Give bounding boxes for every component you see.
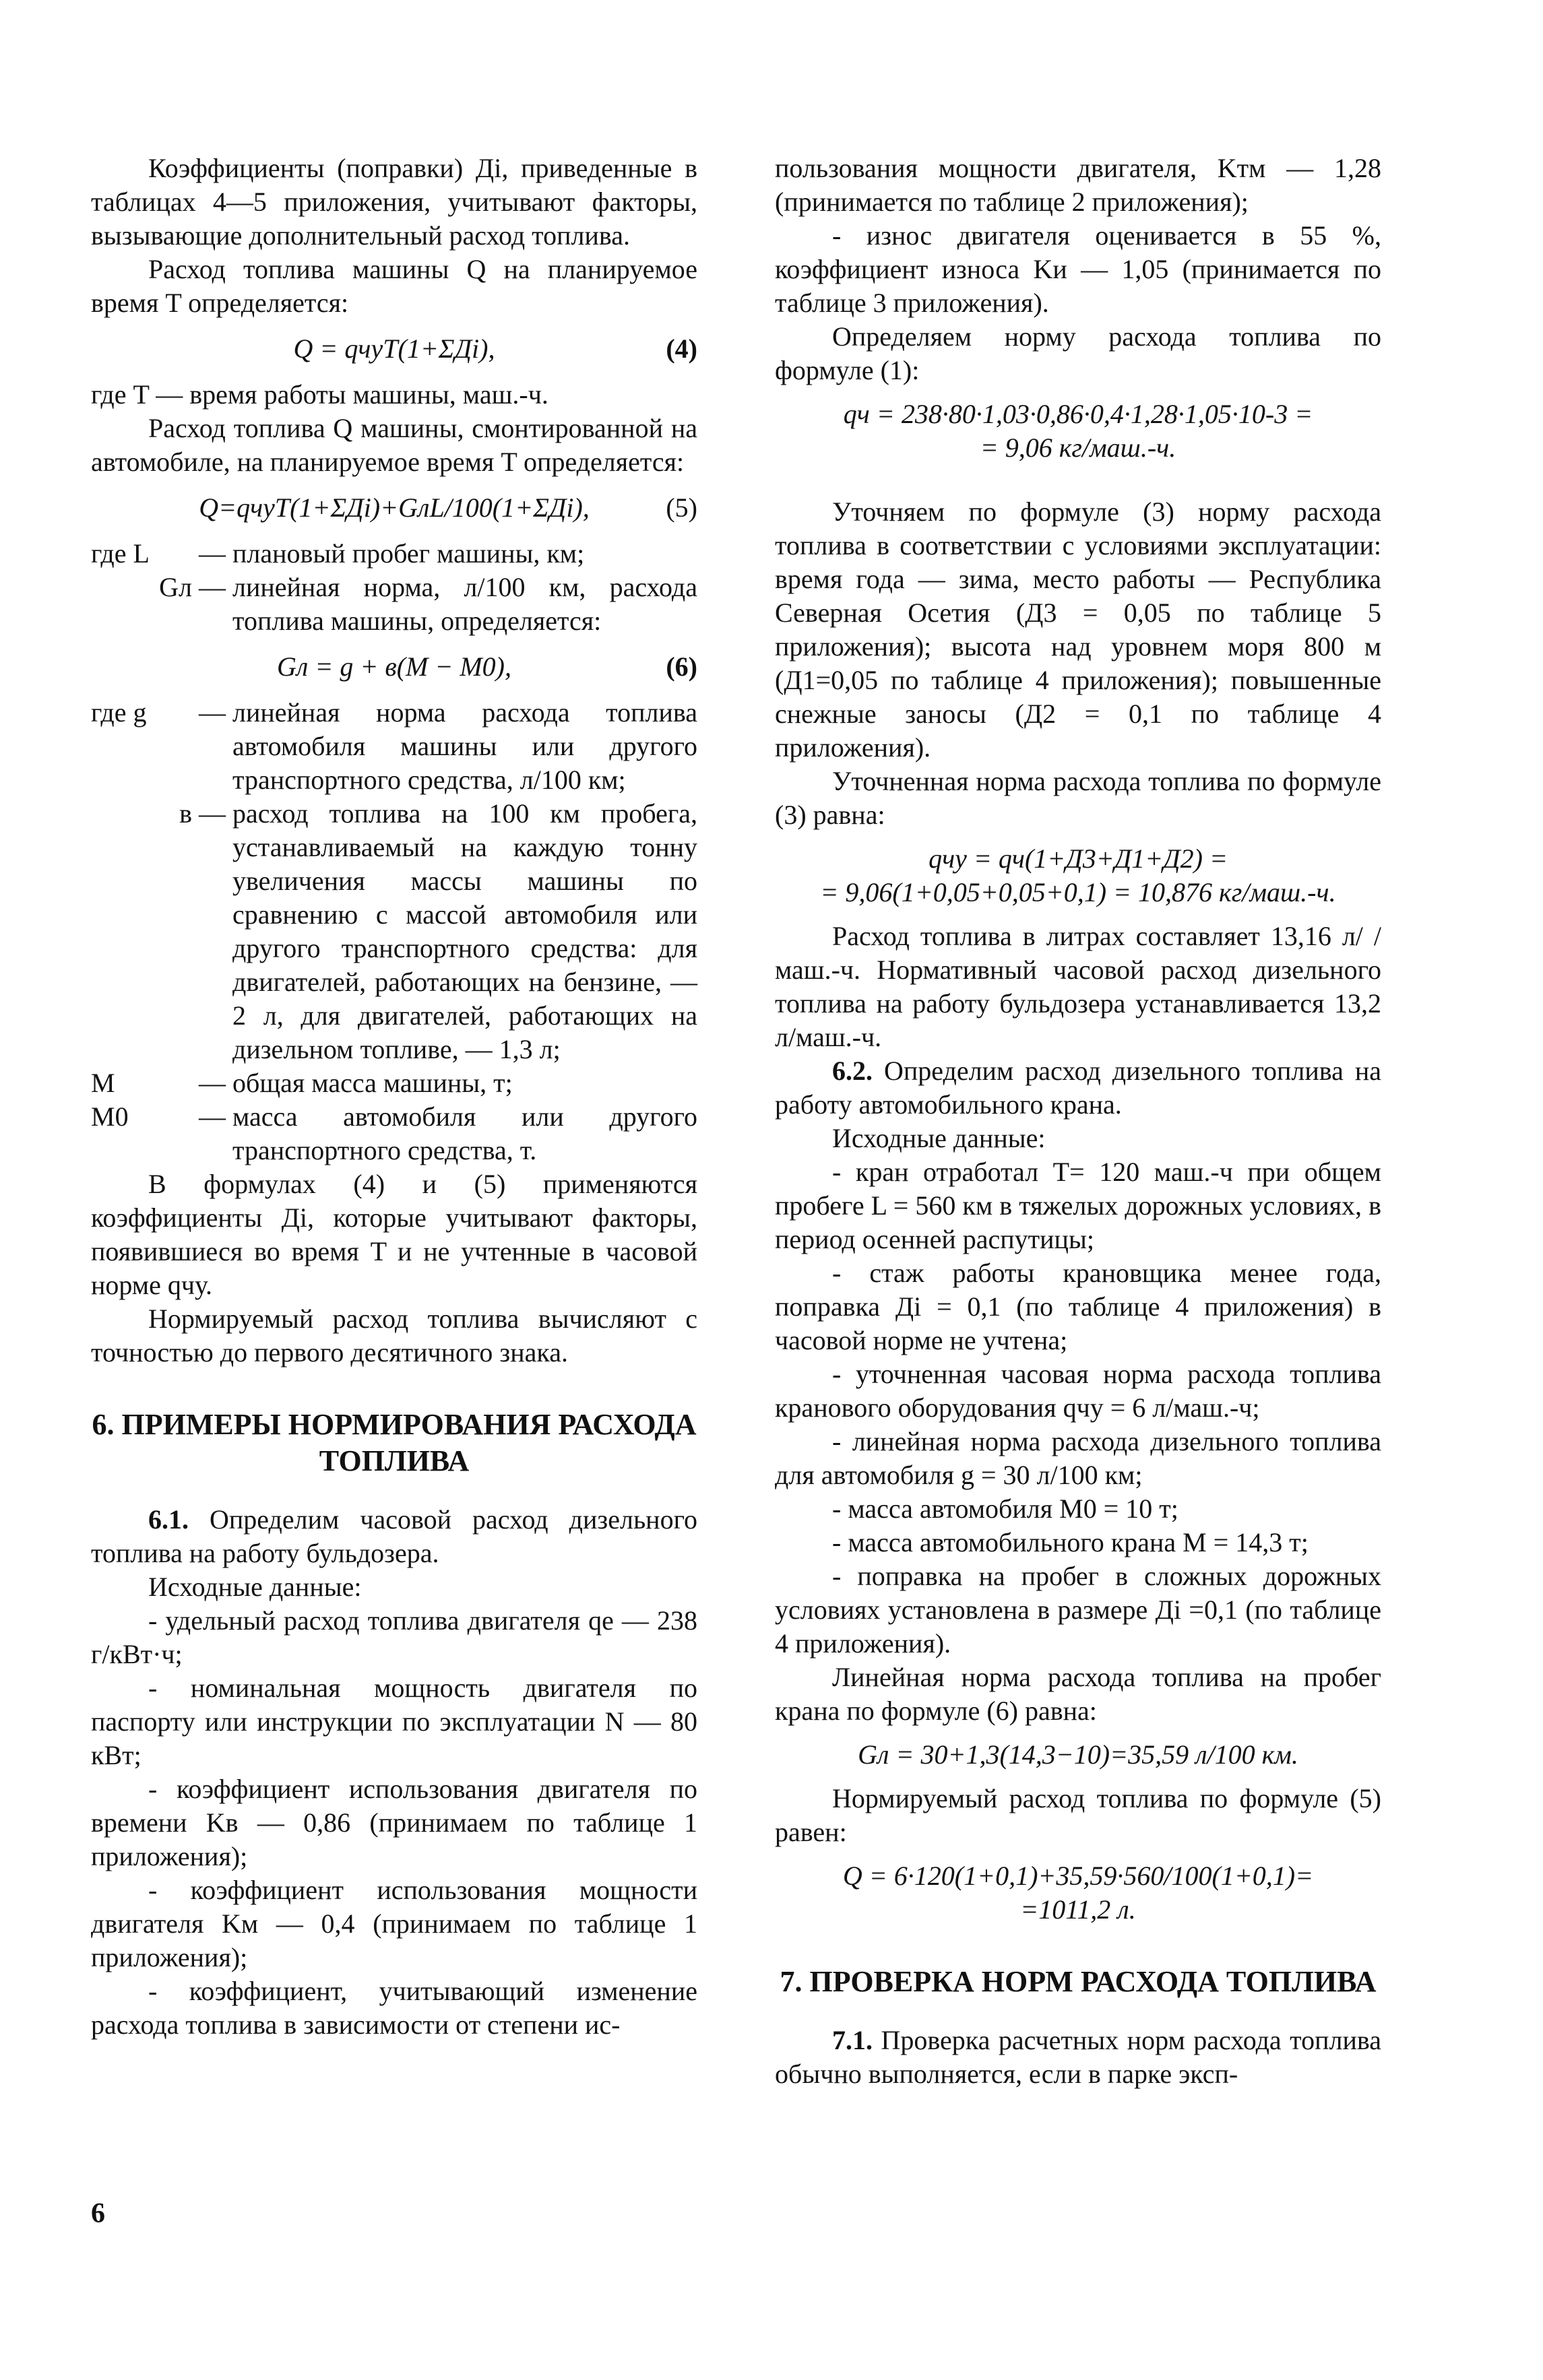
definition-term: где L [91, 538, 150, 569]
definition-dash: — [199, 1101, 226, 1132]
definition-term: где g [91, 697, 147, 728]
calc-line: Q = 6·120(1+0,1)+35,59·560/100(1+0,1)= [842, 1861, 1314, 1891]
section-number: 7.1. [832, 2025, 873, 2055]
definition-term: М [91, 1068, 115, 1098]
section-heading-7: 7. ПРОВЕРКА НОРМ РАСХОДА ТОПЛИВА [780, 1965, 1377, 1998]
list-item: - износ двигателя оценивается в 55 %, коэффициент износа Kи — 1,05 (принимается по таблице 3 приложения). [775, 220, 1381, 318]
definition-dash: — [199, 1068, 226, 1098]
definition-text: плановый пробег машины, км; [232, 538, 585, 569]
paragraph: Расход топлива в литрах составляет 13,16 л/ /маш.-ч. Нормативный часовой расход дизельного топлива на работу бульдозера устанавливается 13,2 л/маш.-ч. [775, 921, 1381, 1052]
paragraph [91, 1503, 697, 1570]
page-number: 6 [91, 2198, 105, 2229]
formula-number: (5) [666, 492, 697, 523]
definition-term: М0 [91, 1101, 129, 1132]
definition-term: в [179, 798, 192, 829]
calc-line: qч = 238·80·1,03·0,86·0,4·1,28·1,05·10-3 = [843, 399, 1313, 429]
section-text: Определим расход дизельного топлива на работу автомобильного крана. [775, 1056, 1382, 1120]
list-item: - стаж работы крановщика менее года, поправка Дi = 0,1 (по таблице 4 приложения) в часовой норме не учтена; [775, 1258, 1381, 1355]
spacer [775, 475, 1381, 495]
definition-dash: — [199, 572, 226, 602]
paragraph: Уточняем по формуле (3) норму расхода топлива в соответствии с условиями эксплуатации: время года — зима, место работы — Республика Северная Осетия (Д3 = 0,05 по таблице 5 приложения); высота над уровнем моря 800 м (Д1=0,05 по таблице 4 приложения); повышенные снежные заносы (Д2 = 0,1 по таблице 4 приложения). [775, 496, 1381, 763]
section-number: 6.1. [148, 1504, 189, 1535]
list-item: - линейная норма расхода дизельного топлива для автомобиля g = 30 л/100 км; [775, 1426, 1381, 1490]
calc-line: = 9,06(1+0,05+0,05+0,1) = 10,876 кг/маш.-ч. [820, 877, 1336, 907]
list-item: - коэффициент использования мощности двигателя Kм — 0,4 (принимаем по таблице 1 приложения); [91, 1875, 697, 1972]
paragraph: Нормируемый расход топлива по формуле (5) равен: [775, 1783, 1381, 1847]
formula-text: Gл = g + в(М − М0), [277, 651, 511, 682]
paragraph: В формулах (4) и (5) применяются коэффициенты Дi, которые учитывают факторы, появившиеся во время T и не учтенные в часовой норме qчу. [91, 1169, 697, 1300]
list-item: - уточненная часовая норма расхода топлива кранового оборудования qчу = 6 л/маш.-ч; [775, 1359, 1381, 1423]
formula-5 [91, 491, 697, 525]
paragraph: Расход топлива Q машины, смонтированной на автомобиле, на планируемое время T определяется: [91, 413, 697, 477]
definition-text: линейная норма, л/100 км, расхода топлива машины, определяется: [232, 572, 697, 636]
definition-term: Gл [159, 572, 192, 602]
paragraph: Нормируемый расход топлива вычисляют с точностью до первого десятичного знака. [91, 1304, 697, 1368]
list-item: - удельный расход топлива двигателя qe — 238 г/кВт·ч; [91, 1605, 697, 1669]
definition-row [91, 696, 697, 797]
paragraph: Исходные данные: [148, 1572, 362, 1602]
definition-text: общая масса машины, т; [232, 1068, 513, 1098]
section-heading-6: 6. ПРИМЕРЫ НОРМИРОВАНИЯ РАСХОДА ТОПЛИВА [92, 1408, 697, 1477]
formula-number: (6) [666, 651, 697, 682]
paragraph: пользования мощности двигателя, Kтм — 1,28 (принимается по таблице 2 приложения); [775, 153, 1381, 217]
list-item: - номинальная мощность двигателя по паспорту или инструкции по эксплуатации N — 80 кВт; [91, 1673, 697, 1770]
definition-text: линейная норма расхода топлива автомобиля машины или другого транспортного средства, л/100 км; [232, 697, 697, 795]
calculation-1 [775, 397, 1381, 465]
list-item: - кран отработал T= 120 маш.-ч при общем пробеге L = 560 км в тяжелых дорожных условиях, в период осенней распутицы; [775, 1157, 1381, 1254]
calculation-2 [775, 842, 1381, 909]
paragraph: Коэффициенты (поправки) Дi, приведенные в таблицах 4—5 приложения, учитывают факторы, вызывающие дополнительный расход топлива. [91, 153, 697, 251]
list-item: - поправка на пробег в сложных дорожных условиях установлена в размере Дi =0,1 (по таблице 4 приложения). [775, 1561, 1381, 1659]
definition-row [91, 537, 697, 571]
formula-4 [91, 332, 697, 366]
section-text: Проверка расчетных норм расхода топлива обычно выполняется, если в парке эксп- [775, 2025, 1381, 2089]
calc-line: qчу = qч(1+Д3+Д1+Д2) = [928, 843, 1228, 874]
right-column [775, 152, 1381, 2091]
calculation-4 [775, 1859, 1381, 1927]
paragraph: Определяем норму расхода топлива по формуле (1): [775, 321, 1381, 385]
formula-number: (4) [666, 333, 697, 364]
formula-text: Q=qчуT(1+ΣДi)+GлL/100(1+ΣДi), [199, 492, 590, 523]
list-item: - масса автомобильного крана М = 14,3 т; [832, 1527, 1309, 1557]
definition-row [91, 797, 697, 1066]
calc-line: = 9,06 кг/маш.-ч. [980, 432, 1176, 463]
calc-line: Gл = 30+1,3(14,3−10)=35,59 л/100 км. [858, 1739, 1298, 1770]
section-number: 6.2. [832, 1056, 873, 1086]
left-column [91, 152, 697, 2042]
list-item: - коэффициент использования двигателя по времени Kв — 0,86 (принимаем по таблице 1 приложения); [91, 1774, 697, 1871]
definition-row [91, 1066, 697, 1100]
definition-text: масса автомобиля или другого транспортного средства, т. [232, 1101, 697, 1165]
list-item: - масса автомобиля М0 = 10 т; [832, 1493, 1178, 1524]
formula-6 [91, 650, 697, 684]
paragraph: Уточненная норма расхода топлива по формуле (3) равна: [775, 766, 1381, 830]
definition-dash: — [199, 538, 226, 569]
formula-text: Q = qчуT(1+ΣДi), [293, 333, 495, 364]
list-item: - коэффициент, учитывающий изменение расхода топлива в зависимости от степени ис- [91, 1976, 697, 2040]
paragraph [775, 1054, 1381, 1122]
definition-row [91, 1100, 697, 1167]
definition-dash: — [199, 798, 226, 829]
paragraph: Линейная норма расхода топлива на пробег крана по формуле (6) равна: [775, 1662, 1381, 1726]
paragraph: где T — время работы машины, маш.-ч. [91, 379, 548, 410]
section-text: Определим часовой расход дизельного топлива на работу бульдозера. [91, 1504, 697, 1568]
paragraph: Исходные данные: [832, 1123, 1046, 1153]
definition-row [91, 571, 697, 638]
definition-dash: — [199, 697, 226, 728]
calc-line: =1011,2 л. [1020, 1894, 1136, 1925]
paragraph [775, 2024, 1381, 2091]
paragraph: Расход топлива машины Q на планируемое время T определяется: [91, 254, 697, 318]
calculation-3 [775, 1738, 1381, 1772]
definition-text: расход топлива на 100 км пробега, устанавливаемый на каждую тонну увеличения массы машины по сравнению с массой автомобиля или другого транспортного средства: для двигателей, работающих на бензине, — 2 л, для двигателей, работающих на дизельном топливе, — 1,3 л; [232, 798, 697, 1064]
